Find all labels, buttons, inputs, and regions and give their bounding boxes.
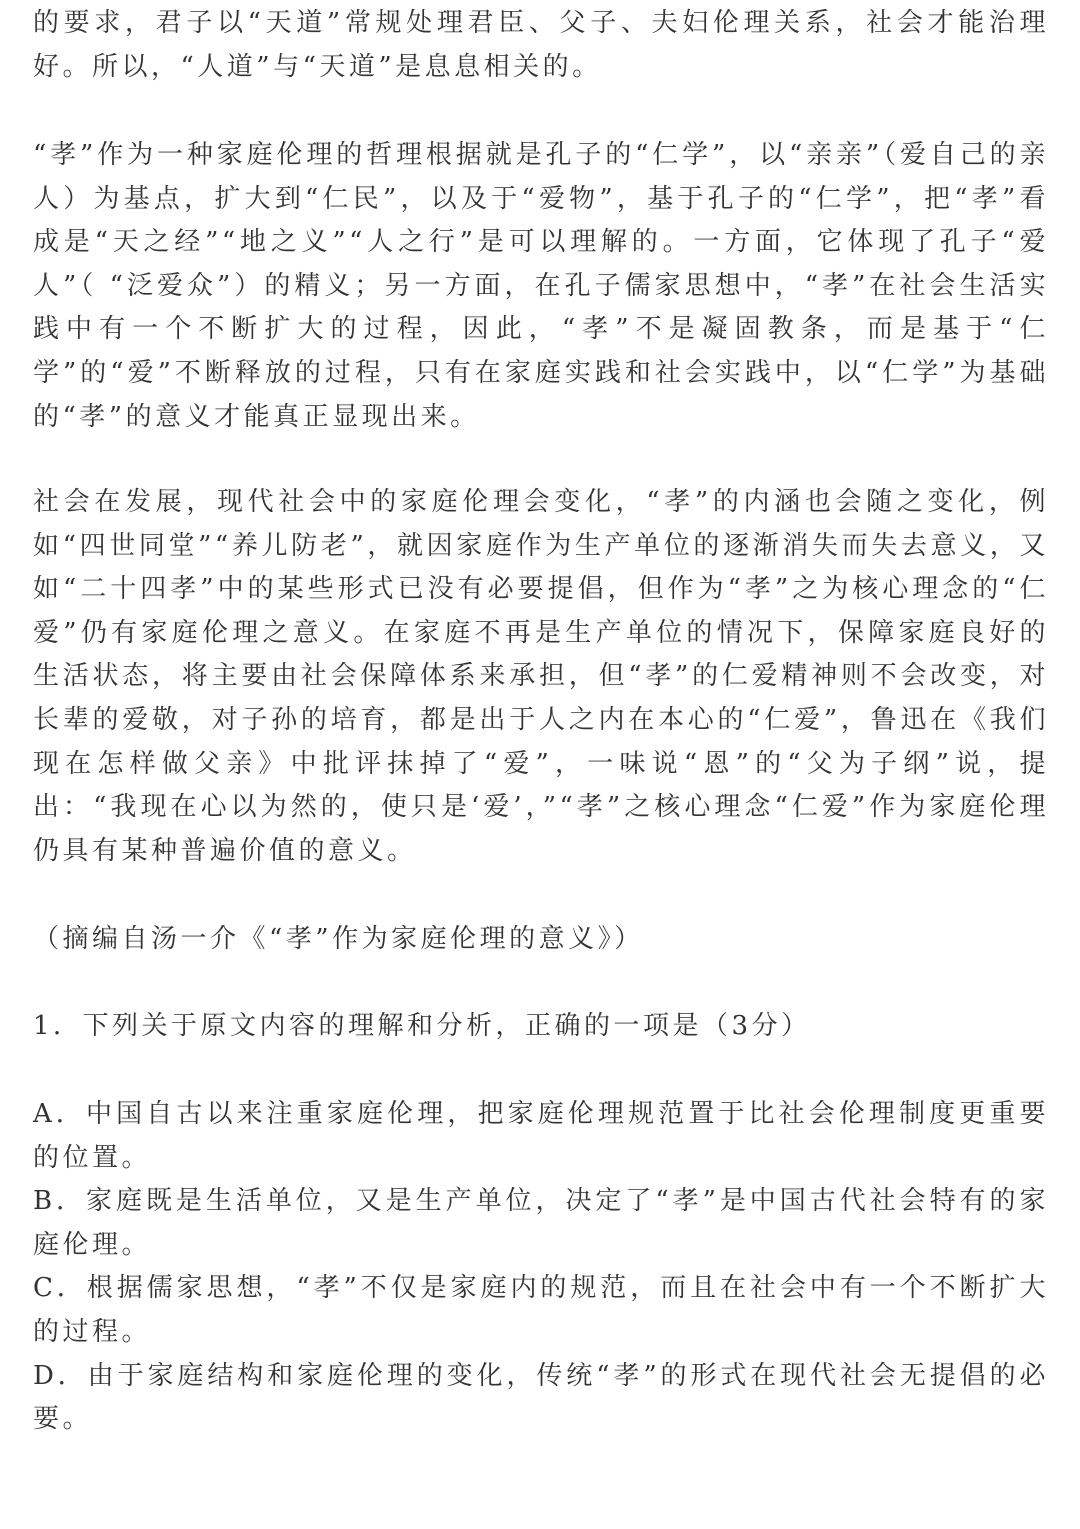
option-c: C．根据儒家思想，“孝”不仅是家庭内的规范，而且在社会中有一个不断扩大的过程。 <box>33 1273 1049 1347</box>
paragraph-modern-change: 社会在发展，现代社会中的家庭伦理会变化，“孝”的内涵也会随之变化，例如“四世同堂”“养儿防老”，就因家庭作为生产单位的逐渐消失而失去意义，又如“二十四孝”中的某些形式已没有必要提倡，但作为“孝”之为核心理念的“仁爱”仍有家庭伦理之意义。在家庭不再是生产单位的情况下，保障家庭良好的生活状态，将主要由社会保障体系来承担，但“孝”的仁爱精神则不会改变，对长辈的爱敬，对子孙的培育，都是出于人之内在本心的“仁爱”，鲁迅在《我们现在怎样做父亲》中批评抹掉了“爱”，一味说“恩”的“父为子纲”说，提出：“我现在心以为然的，使只是‘爱’，”“孝”之核心理念“仁爱”作为家庭伦理仍具有某种普遍价值的意义。 <box>33 487 1049 866</box>
option-a: A．中国自古以来注重家庭伦理，把家庭伦理规范置于比社会伦理制度更重要的位置。 <box>33 1099 1049 1173</box>
source-citation: （摘编自汤一介《“孝”作为家庭伦理的意义》） <box>33 924 644 954</box>
paragraph-intro: 的要求，君子以“天道”常规处理君臣、父子、夫妇伦理关系，社会才能治理好。所以，“人道”与“天道”是息息相关的。 <box>33 8 1049 82</box>
option-b: B．家庭既是生活单位，又是生产单位，决定了“孝”是中国古代社会特有的家庭伦理。 <box>33 1186 1049 1260</box>
option-d: D．由于家庭结构和家庭伦理的变化，传统“孝”的形式在现代社会无提倡的必要。 <box>33 1360 1049 1435</box>
paragraph-xiao-basis: “孝”作为一种家庭伦理的哲理根据就是孔子的“仁学”，以“亲亲”（爱自己的亲人）为基点，扩大到“仁民”，以及于“爱物”，基于孔子的“仁学”，把“孝”看成是“天之经”“地之义”“人之行”是可以理解的。一方面，它体现了孔子“爱人”（ “泛爱众”）的精义；另一方面，在孔子儒家思想中，“孝”在社会生活实践中有一个不断扩大的过程，因此，“孝”不是凝固教条，而是基于“仁学”的“爱”不断释放的过程，只有在家庭实践和社会实践中，以“仁学”为基础的“孝”的意义才能真正显现出来。 <box>33 140 1049 432</box>
answer-options <box>33 1093 1049 1442</box>
question-stem: 1．下列关于原文内容的理解和分析，正确的一项是（3分） <box>33 1011 811 1041</box>
